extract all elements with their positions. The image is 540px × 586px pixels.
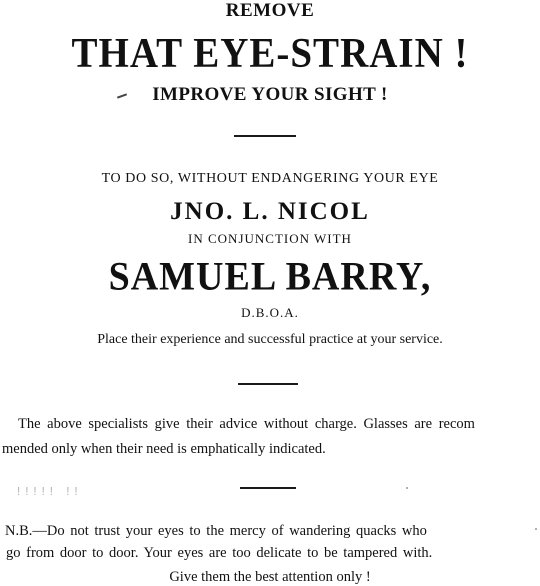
divider-short-1 [234, 135, 296, 137]
degree-line: D.B.O.A. [241, 305, 299, 320]
advice-paragraph-line-2: mended only when their need is emphatically indicated. [2, 441, 326, 457]
remove-heading: REMOVE [225, 0, 315, 21]
practitioner-name-2: SAMUEL BARRY, [108, 254, 432, 300]
divider-2 [238, 383, 298, 385]
subheadline: IMPROVE YOUR SIGHT ! [152, 84, 388, 105]
conjunction-line: IN CONJUNCTION WITH [188, 231, 352, 246]
nb-line-2: go from door to door. Your eyes are too delicate to be tampered with. [6, 545, 433, 561]
divider-3 [240, 487, 296, 489]
nb-line-3: Give them the best attention only ! [169, 569, 371, 585]
nb-line-1: N.B.—Do not trust your eyes to the mercy of wandering quacks who [5, 523, 427, 539]
practitioner-name-1: JNO. L. NICOL [170, 198, 370, 225]
advice-paragraph-line-1: The above specialists give their advice without charge. Glasses are recom [18, 416, 475, 432]
service-line: Place their experience and successful practice at your service. [97, 332, 443, 347]
print-speck [406, 487, 408, 489]
faded-print: !!!!! !! [15, 485, 81, 499]
intro-line: TO DO SO, WITHOUT ENDANGERING YOUR EYE [101, 171, 439, 186]
headline: THAT EYE-STRAIN ! [71, 30, 469, 77]
